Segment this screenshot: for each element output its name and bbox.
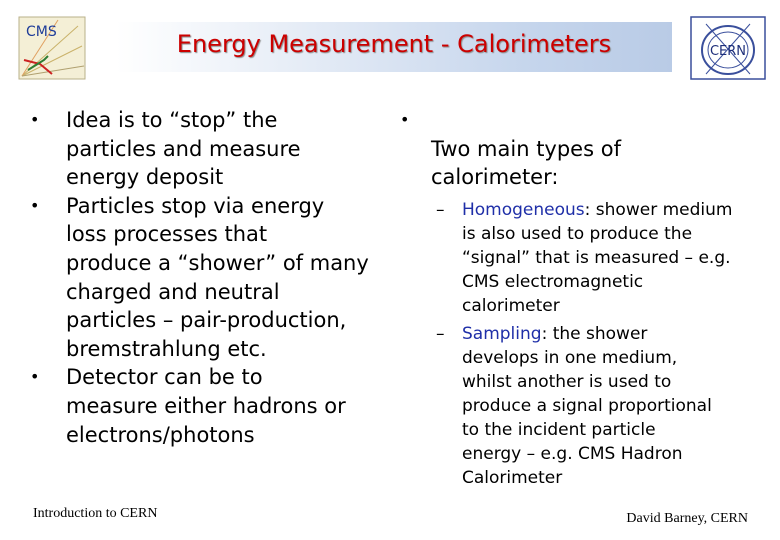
sub-bullet-list	[398, 198, 768, 490]
sub-item-term: Sampling	[462, 323, 542, 344]
cms-logo-text: CMS	[26, 24, 57, 40]
left-bullet-text: Idea is to “stop” the particles and measure energy deposit	[66, 108, 301, 190]
cern-logo-text: CERN	[709, 44, 747, 59]
left-bullet-item	[30, 363, 390, 449]
slide-title: Energy Measurement - Calorimeters	[176, 30, 612, 58]
right-column	[398, 106, 768, 494]
cern-logo	[690, 16, 766, 80]
sub-item-text: : shower medium is also used to produce the “signal” that is measured – e.g. CMS electromagnetic calorimeter	[462, 199, 733, 316]
sub-item-sampling	[398, 322, 768, 490]
right-bullet-item	[398, 106, 768, 192]
left-bullet-text: Particles stop via energy loss processes that produce a “shower” of many charged and neutral particles – pair-production, bremstrahlung etc.	[66, 193, 369, 361]
bullet-icon: •	[30, 110, 40, 129]
left-bullet-list	[30, 106, 390, 449]
sub-item-term: Homogeneous	[462, 199, 585, 220]
left-bullet-text: Detector can be to measure either hadrons or electrons/photons	[66, 365, 346, 447]
left-bullet-item	[30, 106, 390, 192]
dash-icon: –	[436, 323, 445, 344]
dash-icon: –	[436, 199, 445, 220]
footer-right: David Barney, CERN	[626, 511, 748, 526]
sub-item-text: : the shower develops in one medium, whilst another is used to produce a signal proportional to the incident particle energy – e.g. CMS Hadron Calorimeter	[462, 323, 712, 488]
right-bullet-text: Two main types of calorimeter:	[431, 136, 621, 190]
footer-left: Introduction to CERN	[33, 506, 158, 521]
bullet-icon: •	[30, 367, 40, 387]
left-bullet-item	[30, 192, 390, 364]
cms-logo	[18, 16, 86, 80]
bullet-icon: •	[30, 195, 40, 215]
sub-item-homogeneous	[398, 198, 768, 318]
bullet-icon: •	[400, 110, 410, 129]
